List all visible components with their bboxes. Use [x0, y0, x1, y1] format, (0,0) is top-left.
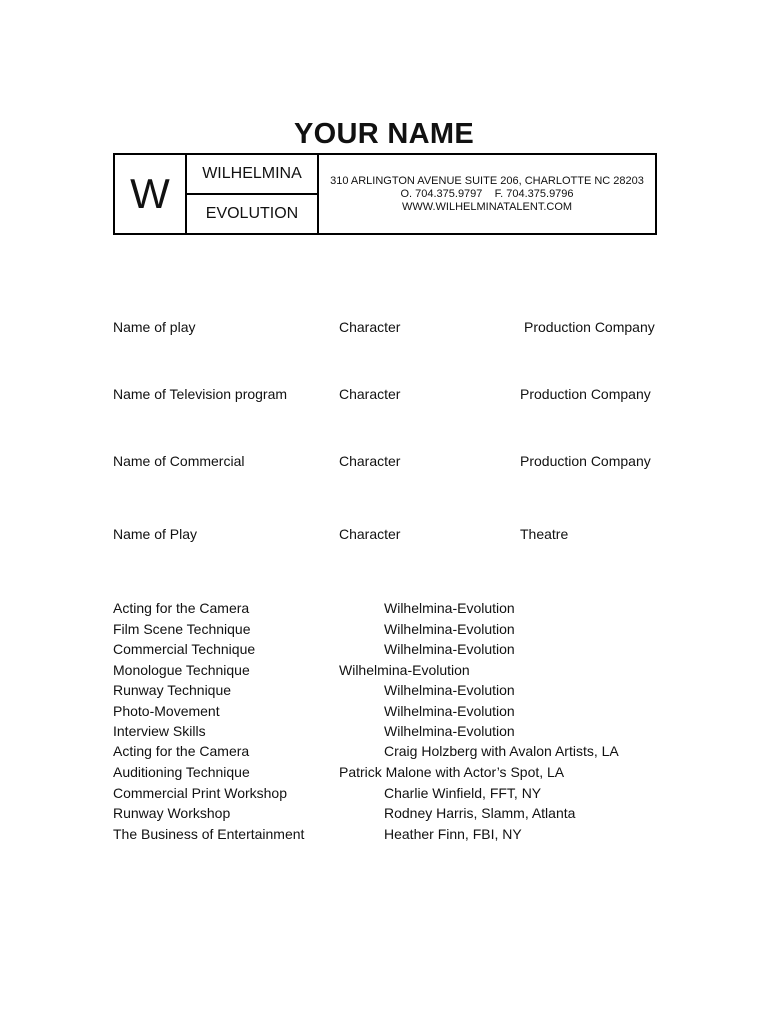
agency-brand — [187, 155, 319, 233]
training-instructor: Charlie Winfield, FFT, NY — [384, 785, 542, 801]
training-instructor: Wilhelmina-Evolution — [339, 662, 470, 678]
credit-title: Name of Play — [113, 526, 198, 542]
training-course: Interview Skills — [113, 723, 206, 739]
training-course: Commercial Technique — [113, 641, 256, 657]
agency-phones: O. 704.375.9797 F. 704.375.9796 — [400, 187, 574, 200]
training-course: Auditioning Technique — [113, 764, 250, 780]
credit-title: Name of Television program — [113, 386, 288, 402]
training-course: Commercial Print Workshop — [113, 785, 288, 801]
credit-title: Name of Commercial — [113, 453, 245, 469]
training-instructor: Wilhelmina-Evolution — [384, 621, 515, 637]
training-instructor: Heather Finn, FBI, NY — [384, 826, 522, 842]
training-instructor: Wilhelmina-Evolution — [384, 703, 515, 719]
training-instructor: Patrick Malone with Actor’s Spot, LA — [339, 764, 565, 780]
training-course: Film Scene Technique — [113, 621, 251, 637]
credit-role: Character — [339, 526, 401, 542]
training-instructor: Craig Holzberg with Avalon Artists, LA — [384, 743, 619, 759]
training-course: Runway Technique — [113, 682, 232, 698]
training-course: The Business of Entertainment — [113, 826, 305, 842]
credit-role: Character — [339, 453, 401, 469]
agency-logo: W — [115, 155, 187, 233]
agency-contact — [319, 155, 655, 233]
training-instructor: Rodney Harris, Slamm, Atlanta — [384, 805, 576, 821]
training-instructor: Wilhelmina-Evolution — [384, 682, 515, 698]
credit-title: Name of play — [113, 319, 196, 335]
credit-company: Production Company — [520, 453, 651, 469]
training-course: Acting for the Camera — [113, 743, 250, 759]
credit-role: Character — [339, 386, 401, 402]
training-course: Acting for the Camera — [113, 600, 250, 616]
training-instructor: Wilhelmina-Evolution — [384, 641, 515, 657]
training-course: Monologue Technique — [113, 662, 250, 678]
training-instructor: Wilhelmina-Evolution — [384, 600, 515, 616]
training-course: Runway Workshop — [113, 805, 231, 821]
training-course: Photo-Movement — [113, 703, 220, 719]
agency-address: 310 ARLINGTON AVENUE SUITE 206, CHARLOTTE NC 28203 — [330, 174, 644, 187]
credit-company: Theatre — [520, 526, 569, 542]
agency-name-bottom: EVOLUTION — [205, 205, 299, 222]
header-divider — [113, 234, 657, 235]
training-instructor: Wilhelmina-Evolution — [384, 723, 515, 739]
credit-role: Character — [339, 319, 401, 335]
page-title: YOUR NAME — [294, 118, 474, 150]
credit-company: Production Company — [520, 386, 651, 402]
credit-company: Production Company — [524, 319, 655, 335]
agency-name-top: WILHELMINA — [187, 155, 317, 195]
agency-header — [113, 153, 657, 235]
agency-website: WWW.WILHELMINATALENT.COM — [401, 200, 573, 213]
